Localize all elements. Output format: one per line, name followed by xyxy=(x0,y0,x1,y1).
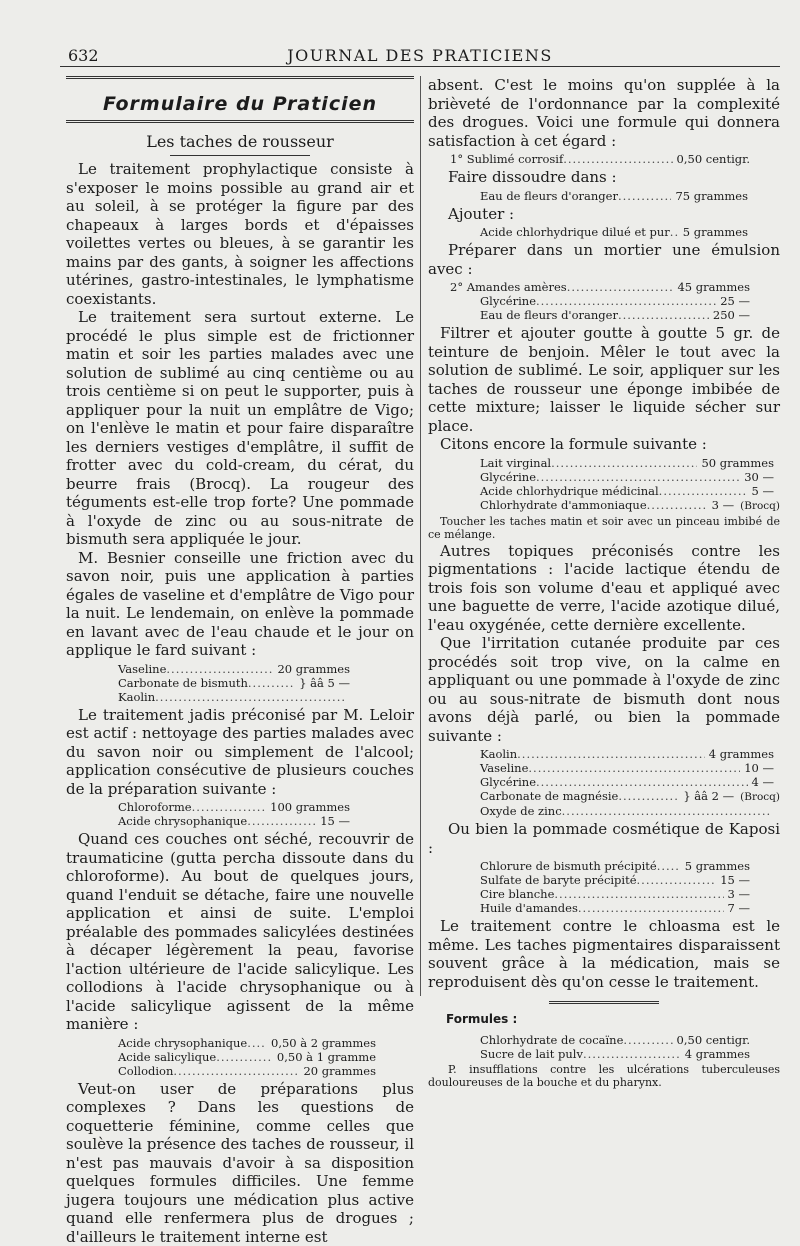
section-separator xyxy=(549,1001,659,1004)
note: Toucher les taches matin et soir avec un pinceau imbibé de ce mélange. xyxy=(428,515,780,542)
page-number: 632 xyxy=(68,46,99,65)
paragraph: Que l'irritation cutanée produite par ces procédés soit trop vive, on la calme en appliquant ou une pommade à l'oxyde de zinc ou au sous-nitrate de bismuth dont nous avons déjà parlé, ou bien la pommade suivante : xyxy=(428,634,780,745)
formula-eau xyxy=(480,189,748,203)
formula-kaposi xyxy=(480,859,750,915)
banner-bottom-rule xyxy=(66,120,414,123)
formula-row: Kaolin ..... 4 grammes xyxy=(480,747,780,761)
instruction: Préparer dans un mortier une émulsion avec : xyxy=(428,241,780,278)
formula-amandes xyxy=(450,280,750,322)
paragraph: Ou bien la pommade cosmétique de Kaposi : xyxy=(428,820,780,857)
formula-row: Glycérine ..... 4 — xyxy=(480,775,780,789)
paragraph: Veut-on user de préparations plus complexes ? Dans les questions de coquetterie féminine, comme celles que soulève la présence des taches de rousseur, il n'est pas mauvais d'avoir à sa disposition quelques formules difficiles. Une femme jugera toujours une médication plus active quand elle renfermera plus de drogues ; d'ailleurs le traitement interne est xyxy=(66,1080,414,1246)
formula-row: Glycérine ..... 30 — xyxy=(480,470,780,484)
note: P. insufflations contre les ulcérations tuberculeuses douloureuses de la bouche et du pharynx. xyxy=(428,1063,780,1090)
paragraph: Le traitement jadis préconisé par M. Leloir est actif : nettoyage des parties malades avec du savon noir ou simplement de l'alcool; application consécutive de plusieurs couches de la préparation suivante : xyxy=(66,706,414,799)
formula-row: Vaseline ..... 20 grammes xyxy=(118,662,350,676)
formula-row: Chlorhydrate d'ammoniaque ..... 3 — (Brocq) xyxy=(480,498,780,513)
formula-acide xyxy=(480,225,748,239)
formulas-heading: Formules : xyxy=(446,1010,780,1029)
formula-collodion xyxy=(118,1036,376,1078)
paragraph: Citons encore la formule suivante : xyxy=(428,435,780,454)
formula-row: Lait virginal ..... 50 grammes xyxy=(480,456,780,470)
formula-row: Eau de fleurs d'oranger ..... 75 grammes xyxy=(480,189,748,203)
paragraph: Le traitement contre le chloasma est le même. Les taches pigmentaires disparaissent souvent grâce à la médication, mais se reproduisent dès qu'on cesse le traitement. xyxy=(428,917,780,991)
page-header xyxy=(60,44,780,67)
right-column xyxy=(428,76,780,1090)
formula-sublime xyxy=(450,152,750,166)
formula-row: Acide chrysophanique ..... 0,50 à 2 grammes xyxy=(118,1036,376,1050)
banner-top-rule xyxy=(66,76,414,79)
formula-row: Collodion ..... 20 grammes xyxy=(118,1064,376,1078)
formula-row: Huile d'amandes ..... 7 — xyxy=(480,901,750,915)
formula-row: Glycérine ..... 25 — xyxy=(450,294,750,308)
formula-row: Acide chlorhydrique dilué et pur ..... 5 grammes xyxy=(480,225,748,239)
formula-lait-virginal xyxy=(480,456,780,513)
left-column xyxy=(66,76,414,1246)
formula-cocaine xyxy=(480,1033,750,1061)
formula-row: Acide chrysophanique ..... 15 — xyxy=(118,814,350,828)
formula-row: Chlorhydrate de cocaïne ..... 0,50 centigr. xyxy=(480,1033,750,1047)
formula-row: Oxyde de zinc ..... xyxy=(480,804,780,818)
paragraph: Le traitement sera surtout externe. Le procédé le plus simple est de frictionner matin et soir les parties malades avec une solution de sublimé au cinq centième ou au trois centième si on peut le supporter, puis à appliquer pour la nuit un emplâtre de Vigo; on l'enlève le matin et pour faire disparaître les derniers vestiges d'emplâtre, il suffit de frotter avec du cold-cream, du cérat, du beurre frais (Brocq). La rougeur des téguments est-elle trop forte? Une pommade à l'oxyde de zinc ou au sous-nitrate de bismuth sera appliquée le jour. xyxy=(66,308,414,549)
journal-title: JOURNAL DES PRATICIENS xyxy=(60,46,780,65)
formula-kaolin xyxy=(480,747,780,818)
article-title: Les taches de rousseur xyxy=(66,133,414,152)
paragraph: M. Besnier conseille une friction avec du savon noir, puis une application à parties égales de vaseline et d'emplâtre de Vigo pour la nuit. Le lendemain, on enlève la pommade en lavant avec de l'eau chaude et le jour on applique le fard suivant : xyxy=(66,549,414,660)
instruction: Faire dissoudre dans : xyxy=(428,168,780,187)
formula-row: Acide chlorhydrique médicinal ..... 5 — xyxy=(480,484,780,498)
formula-row: Kaolin ..... xyxy=(118,690,350,704)
formula-row: Chloroforme ..... 100 grammes xyxy=(118,800,350,814)
column-divider xyxy=(420,76,421,996)
formula-row: Acide salicylique ..... 0,50 à 1 gramme xyxy=(118,1050,376,1064)
formula-row: Carbonate de magnésie ..... } ââ 2 — (Brocq) xyxy=(480,789,780,804)
formula-fard xyxy=(118,662,350,704)
formula-row: 1° Sublimé corrosif ..... 0,50 centigr. xyxy=(450,152,750,166)
paragraph: Le traitement prophylactique consiste à s'exposer le moins possible au grand air et au soleil, à se protéger la figure par des chapeaux à larges bords et d'épaisses voilettes vertes ou bleues, à se garantir les mains par des gants, à soigner les affections utérines, gastro-intestinales, le lymphatisme coexistants. xyxy=(66,160,414,308)
formula-row: Chlorure de bismuth précipité ..... 5 grammes xyxy=(480,859,750,873)
formula-row: Carbonate de bismuth ..... } ââ 5 — xyxy=(118,676,350,690)
paragraph: Autres topiques préconisés contre les pigmentations : l'acide lactique étendu de trois fois son volume d'eau et appliqué avec une baguette de verre, l'acide azotique dilué, l'eau oxygénée, cette dernière excellente. xyxy=(428,542,780,635)
title-rule xyxy=(170,155,310,156)
paragraph: Filtrer et ajouter goutte à goutte 5 gr. de teinture de benjoin. Mêler le tout avec la solution de sublimé. Le soir, appliquer sur les taches de rousseur une éponge imbibée de cette mixture; laisser le liquide sécher sur place. xyxy=(428,324,780,435)
paragraph: absent. C'est le moins qu'on supplée à la brièveté de l'ordonnance par la complexité des drogues. Voici une formule qui donnera satisfaction à cet égard : xyxy=(428,76,780,150)
formula-row: 2° Amandes amères ..... 45 grammes xyxy=(450,280,750,294)
formula-leloir xyxy=(118,800,350,828)
paragraph: Quand ces couches ont séché, recouvrir de traumaticine (gutta percha dissoute dans du chloroforme). Au bout de quelques jours, quand l'enduit se détache, faire une nouvelle application et ainsi de suite. L'emploi préalable des pommades salicylées destinées à décaper légèrement la peau, favorise l'action ultérieure de l'acide salicylique. Les collodions à l'acide chrysophanique ou à l'acide salicylique agissent de la même manière : xyxy=(66,830,414,1034)
instruction: Ajouter : xyxy=(428,205,780,224)
formula-row: Sucre de lait pulv ..... 4 grammes xyxy=(480,1047,750,1061)
formula-row: Vaseline ..... 10 — xyxy=(480,761,780,775)
section-banner: Formulaire du Praticien xyxy=(66,89,414,120)
formula-row: Sulfate de baryte précipité ..... 15 — xyxy=(480,873,750,887)
formula-row: Eau de fleurs d'oranger ..... 250 — xyxy=(450,308,750,322)
formula-row: Cire blanche ..... 3 — xyxy=(480,887,750,901)
